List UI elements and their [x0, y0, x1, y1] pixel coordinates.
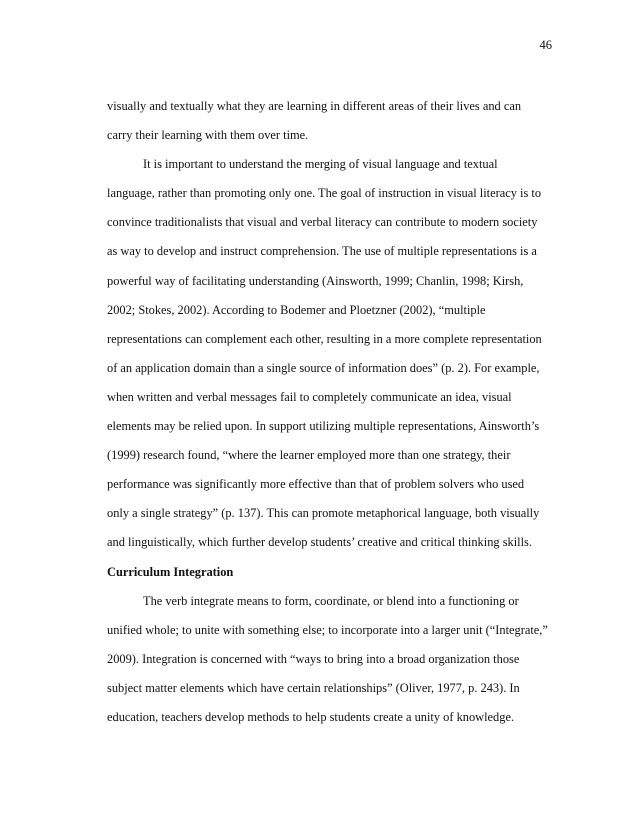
text-line: (1999) research found, “where the learner employed more than one strategy, their [107, 448, 511, 463]
text-line: The verb integrate means to form, coordinate, or blend into a functioning or [143, 593, 519, 608]
text-line: It is important to understand the merging of visual language and textual [143, 157, 498, 172]
section-heading: Curriculum Integration [107, 564, 234, 579]
text-line: convince traditionalists that visual and verbal literacy can contribute to modern society [107, 215, 538, 230]
text-line: visually and textually what they are learning in different areas of their lives and can [107, 99, 522, 113]
text-line: 2009). Integration is concerned with “ways to bring into a broad organization those [107, 651, 520, 666]
text-line: powerful way of facilitating understanding (Ainsworth, 1999; Chanlin, 1998; Kirsh, [107, 273, 524, 288]
page-number: 46 [539, 38, 552, 52]
text-line: when written and verbal messages fail to completely communicate an idea, visual [107, 389, 512, 404]
text-line: representations can complement each other, resulting in a more complete representation [107, 331, 542, 346]
text-line: performance was significantly more effective than that of problem solvers who used [107, 477, 525, 492]
text-line: carry their learning with them over time. [107, 128, 309, 143]
text-line: education, teachers develop methods to help students create a unity of knowledge. [107, 709, 515, 724]
text-line: unified whole; to unite with something else; to incorporate into a larger unit (“Integrate,” [107, 622, 548, 637]
text-line: and linguistically, which further develop students’ creative and critical thinking skills. [107, 535, 532, 550]
text-line: language, rather than promoting only one. The goal of instruction in visual literacy is to [107, 186, 542, 201]
text-line: subject matter elements which have certain relationships” (Oliver, 1977, p. 243). In [107, 680, 520, 695]
body-text [107, 92, 547, 732]
text-line: as way to develop and instruct comprehension. The use of multiple representations is a [107, 244, 537, 259]
text-line: of an application domain than a single source of information does” (p. 2). For example, [107, 360, 540, 375]
text-line: elements may be relied upon. In support utilizing multiple representations, Ainsworth’s [107, 419, 540, 434]
text-line: only a single strategy” (p. 137). This can promote metaphorical language, both visually [107, 506, 540, 521]
text-line: 2002; Stokes, 2002). According to Bodemer and Ploetzner (2002), “multiple [107, 302, 486, 317]
